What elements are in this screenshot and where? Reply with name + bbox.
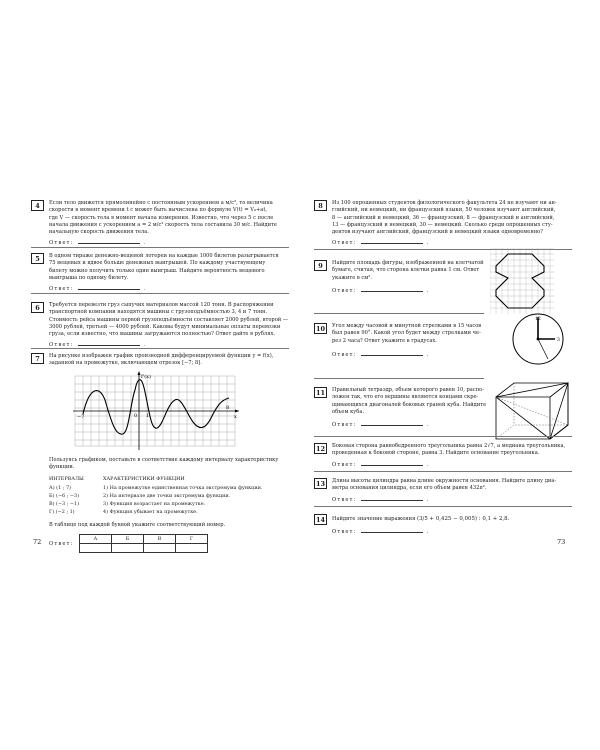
interval-b: Б) (−6 ; −3) bbox=[49, 493, 80, 499]
task-text: Длина высоты цилиндра равна длине окружности основания. Найдите длину диа- метра основания цилиндра, если его объем равен 432π². bbox=[332, 478, 557, 492]
task-number-box: 5 bbox=[31, 253, 44, 264]
answer-field[interactable]: Ответ: . bbox=[49, 240, 145, 246]
answer-table[interactable] bbox=[79, 534, 208, 553]
answer-label: Ответ: bbox=[49, 286, 74, 292]
intervals-header: ИНТЕРВАЛЫ bbox=[49, 476, 84, 482]
task-number-box: 9 bbox=[314, 260, 327, 271]
task-number-box: 10 bbox=[315, 325, 326, 333]
page-number-right: 73 bbox=[557, 538, 566, 546]
divider bbox=[314, 378, 484, 379]
task-text: Из 100 опрошенных студентов филологического факультета 24 не изучают ни ан- глийский, ни немецкий, ни французский языки, 50 человек изучают английский, 8 — английский и немецкий, 36 — французский, 8 — французский и английский, 13 — французский и немецкий, 30 — немецкий. Сколько среди опрошенных сту- дентов изучают английский, французский и немецкий языки одновременно? bbox=[332, 200, 557, 236]
answer-field[interactable]: Ответ: . bbox=[332, 288, 428, 294]
letter-g: Г bbox=[176, 535, 208, 544]
clock-12: 12 bbox=[535, 317, 541, 322]
y-axis-label: f'(x) bbox=[141, 374, 151, 380]
answer-label: Ответ: bbox=[49, 541, 74, 547]
task-number-box: 13 bbox=[315, 480, 326, 488]
tick-zero: 0 bbox=[134, 413, 138, 419]
answer-field[interactable]: Ответ: . bbox=[49, 286, 145, 292]
tick-minus7: −7 bbox=[77, 414, 85, 420]
answer-field[interactable]: Ответ: . bbox=[332, 529, 428, 535]
interval-g: Г) (−2 ; 1) bbox=[49, 509, 75, 515]
divider bbox=[31, 247, 289, 248]
answer-label: Ответ: bbox=[332, 462, 357, 468]
task-number-box: 14 bbox=[315, 516, 326, 524]
divider bbox=[314, 436, 572, 437]
task-number-box: 7 bbox=[31, 353, 44, 364]
answer-field[interactable]: Ответ: . bbox=[332, 240, 428, 246]
table-note: В таблице под каждой буквой укажите соответствующий номер. bbox=[49, 522, 226, 528]
answer-label: Ответ: bbox=[332, 288, 357, 294]
task-text bbox=[332, 516, 509, 523]
interval-v: В) (−3 ; −1) bbox=[49, 501, 80, 507]
x-axis-label: x bbox=[234, 414, 237, 420]
divider bbox=[314, 506, 572, 507]
clock-figure bbox=[510, 311, 566, 367]
task-text: Если тело движется прямолинейно с постоянным ускорением a м/с², то величина скорости в момент времени t с может быть вычислена по формуле V(t) = V₀+at, где V — скорость тела в момент начала измерения. Известно, что через 5 с после начала движения с ускорением a = 2 м/с² скорость тела составила 30 м/с. Найдите начальную скорость движения тела. bbox=[49, 200, 277, 236]
task-number-box: 6 bbox=[31, 302, 44, 313]
task-7-instruction: Пользуясь графиком, поставьте в соответствие каждому интервалу характеристику функции. bbox=[49, 457, 279, 471]
divider bbox=[314, 471, 572, 472]
task-number-box: 8 bbox=[314, 200, 327, 211]
task-text: Угол между часовой и минутной стрелками в 15 часов был равен 90°. Какой угол будет между стрелками че- рез 2 часа? Ответ укажите в градусах. bbox=[332, 323, 482, 344]
prop-3: 3) Функция возрастает на промежутке. bbox=[103, 501, 206, 507]
task-14-expression: (3/5 + 0,425 − 0,005) : 0,1 + 2,8. bbox=[416, 516, 510, 522]
cube-tetrahedron-figure bbox=[492, 379, 572, 441]
task-number-box: 11 bbox=[315, 389, 326, 397]
divider bbox=[31, 293, 289, 294]
task-14-prefix: Найдите значение выражения bbox=[332, 516, 416, 522]
answer-cell[interactable] bbox=[80, 544, 112, 553]
answer-cell[interactable] bbox=[144, 544, 176, 553]
answer-cell[interactable] bbox=[176, 544, 208, 553]
interval-a: А) (1 ; 7) bbox=[49, 485, 71, 491]
task-text: Требуется перевезти груз сыпучих материалов массой 120 тонн. В распоряжении транспортной компании находятся машины с грузоподъёмностью 3, 4 и 7 тонн. Стоимость рейса машины первой грузоподъёмности составляет 2000 рублей, второй — 3000 рублей, третьей — 4000 рублей. Каковы будут минимальные оплаты перевозки груза, если известно, что машины загружаются полностью? Ответ дайте в рублях. bbox=[49, 302, 288, 338]
task-number-box: 12 bbox=[315, 445, 326, 453]
answer-field[interactable]: Ответ: . bbox=[332, 497, 428, 503]
task-text: На рисунке изображен график производной дифференцируемой функции y = f(x), заданной на промежутке, включающем отрезок [−7; 8]. bbox=[49, 353, 274, 367]
page-number-left: 72 bbox=[33, 538, 42, 546]
task-text: Боковая сторона равнобедренного треугольника равна 2√7, а медиана треугольника, проведенная к боковой стороне, равна 3. Найдите основание треугольника. bbox=[332, 443, 566, 457]
prop-1: 1) На промежутке единственная точка экстремума функции. bbox=[103, 485, 263, 491]
letter-b: Б bbox=[112, 535, 144, 544]
tick-one: 1 bbox=[146, 413, 150, 419]
prop-2: 2) На интервале две точки экстремума функции. bbox=[103, 493, 231, 499]
prop-4: 4) Функция убывает на промежутке. bbox=[103, 509, 198, 515]
props-header: ХАРАКТЕРИСТИКИ ФУНКЦИИ bbox=[103, 476, 185, 482]
clock-3: 3 bbox=[557, 338, 560, 343]
answer-table-field[interactable] bbox=[49, 534, 208, 553]
task-text: В одном тираже денежно-вещевой лотереи на каждые 1000 билетов разыгрывается 75 вещевых и вдвое больше денежных выигрышей. По каждому участвующему билету можно получить только один выигрыш. Найдите вероятность вещевого выигрыша по одному билету. bbox=[49, 253, 279, 281]
task-number-box: 4 bbox=[31, 200, 44, 211]
letter-v: В bbox=[144, 535, 176, 544]
answer-field[interactable]: Ответ: . bbox=[332, 462, 428, 468]
grid-figure bbox=[490, 248, 554, 314]
answer-label: Ответ: bbox=[49, 240, 74, 246]
answer-field[interactable]: Ответ: . bbox=[332, 352, 428, 358]
answer-label: Ответ: bbox=[49, 342, 74, 348]
tick-eight: 8 bbox=[226, 405, 230, 411]
answer-label: Ответ: bbox=[332, 352, 357, 358]
task-text: Правильный тетраэдр, объем которого равен 10, распо- ложен так, что его вершины являются концами скре- щивающихся диагоналей боковых граней куба. Найдите объем куба. bbox=[332, 387, 487, 415]
answer-cell[interactable] bbox=[112, 544, 144, 553]
answer-field[interactable]: Ответ: . bbox=[332, 422, 428, 428]
answer-label: Ответ: bbox=[332, 240, 357, 246]
letter-a: А bbox=[80, 535, 112, 544]
derivative-graph bbox=[71, 370, 241, 452]
divider bbox=[314, 313, 484, 314]
answer-label: Ответ: bbox=[332, 422, 357, 428]
answer-label: Ответ: bbox=[332, 529, 357, 535]
divider bbox=[31, 348, 289, 349]
answer-label: Ответ: bbox=[332, 497, 357, 503]
answer-field[interactable]: Ответ: . bbox=[49, 342, 145, 348]
task-text: Найдите площадь фигуры, изображенной на клетчатой бумаге, считая, что сторона клетки равна 1 см. Ответ укажите в см². bbox=[332, 260, 484, 281]
